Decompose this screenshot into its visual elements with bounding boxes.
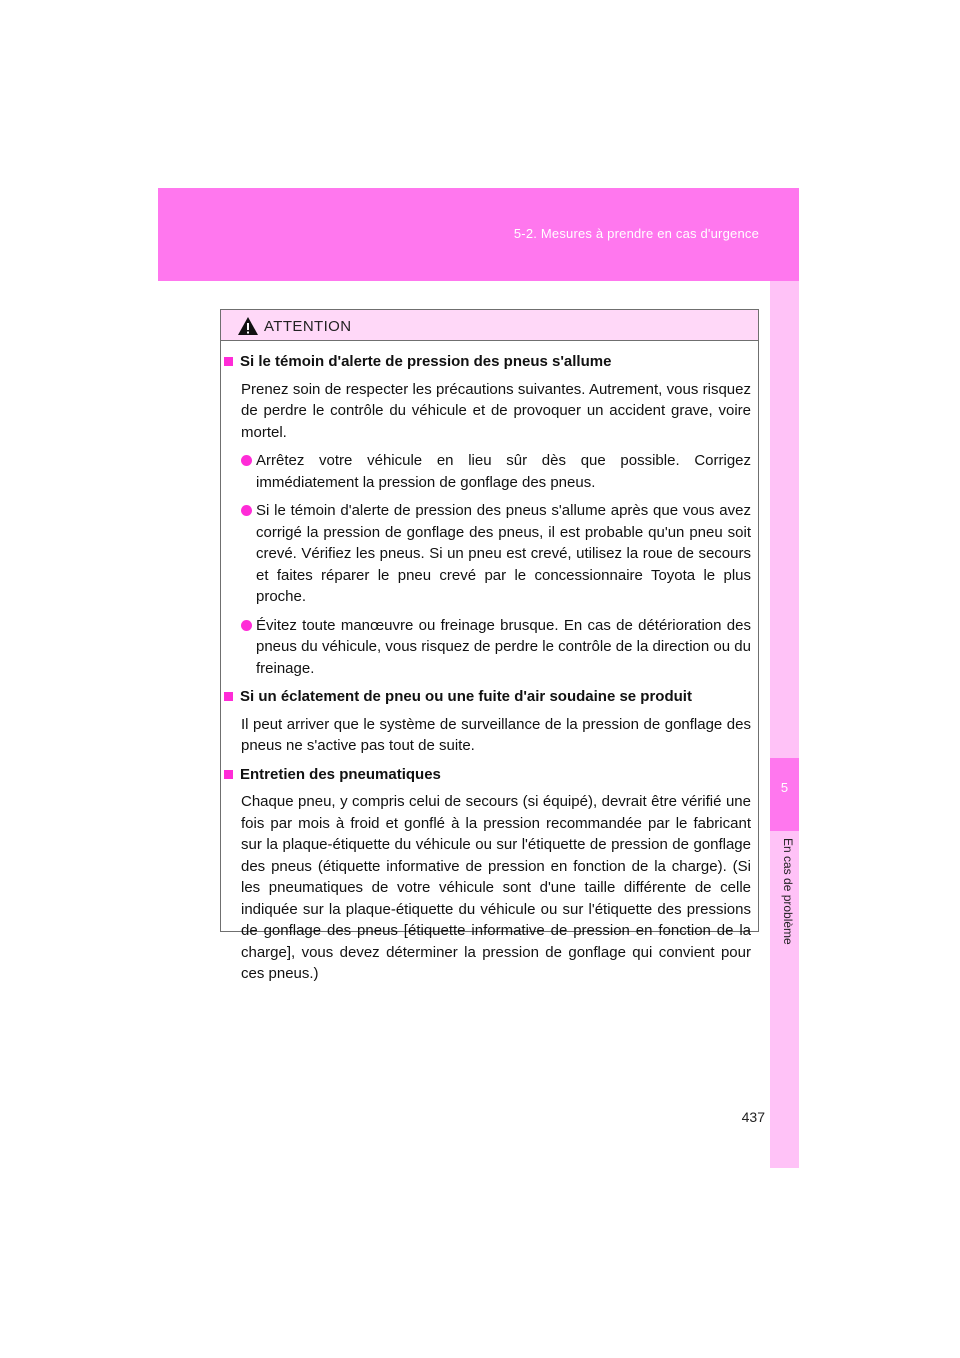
warning-header [221, 310, 758, 341]
list-item [241, 450, 751, 493]
page-number: 437 [741, 1109, 765, 1125]
list-item-text: Si le témoin d'alerte de pression des pneus s'allume après que vous avez corrigé la pression de gonflage des pneus, il est probable qu'un pneu soit crevé. Vérifiez les pneus. Si un pneu est crevé, utilisez la roue de secours et faites réparer le pneu crevé par le concessionnaire Toyota le plus proche. [256, 502, 751, 605]
section-paragraph: Prenez soin de respecter les précautions suivantes. Autrement, vous risquez de perdre le contrôle du véhicule et de provoquer un accident grave, voire mortel. [241, 380, 751, 441]
list-item [241, 615, 751, 680]
list-item-text: Arrêtez votre véhicule en lieu sûr dès que possible. Corrigez immédiatement la pression de gonflage des pneus. [256, 452, 751, 491]
list-item-text: Évitez toute manœuvre ou freinage brusque. En cas de détérioration des pneus du véhicule, vous risquez de perdre le contrôle de la direction ou du freinage. [256, 616, 751, 677]
chapter-number: 5 [770, 758, 799, 831]
warning-triangle-icon [237, 316, 259, 336]
chapter-label: En cas de problème [781, 838, 795, 945]
section-heading-text: Si un éclatement de pneu ou une fuite d'air soudaine se produit [240, 688, 692, 705]
header-band [158, 188, 799, 281]
round-bullet-icon [241, 620, 252, 631]
warning-title: ATTENTION [264, 318, 352, 335]
round-bullet-icon [241, 505, 252, 516]
section-paragraph: Il peut arriver que le système de surveillance de la pression de gonflage des pneus ne s'active pas tout de suite. [241, 715, 751, 754]
round-bullet-icon [241, 455, 252, 466]
section-heading [224, 351, 751, 373]
square-bullet-icon [224, 357, 233, 366]
section-heading-text: Si le témoin d'alerte de pression des pneus s'allume [240, 353, 612, 370]
square-bullet-icon [224, 692, 233, 701]
warning-body [221, 341, 758, 985]
section-paragraph: Chaque pneu, y compris celui de secours (si équipé), devrait être vérifié une fois par mois à froid et gonflé à la pression recommandée par le fabricant sur la plaque-étiquette du véhicule ou sur l'étiquette de pression de gonflage des pneus (étiquette informative de pression en fonction de la charge). (Si les pneumatiques de votre véhicule sont d'une taille différente de celle indiquée sur la plaque-étiquette du véhicule ou sur l'étiquette des pressions de gonflage des pneus [étiquette informative de pression en fonction de la charge], vous devez déterminer la pression de gonflage qui convient pour ces pneus.) [241, 793, 751, 982]
warning-box [220, 309, 759, 982]
list-item [241, 500, 751, 608]
section-title: 5-2. Mesures à prendre en cas d'urgence [513, 226, 759, 241]
section-heading-text: Entretien des pneumatiques [240, 765, 441, 783]
chapter-side-tab [770, 281, 799, 1168]
section-heading [224, 686, 751, 708]
square-bullet-icon [224, 770, 233, 779]
section-heading [224, 764, 751, 786]
